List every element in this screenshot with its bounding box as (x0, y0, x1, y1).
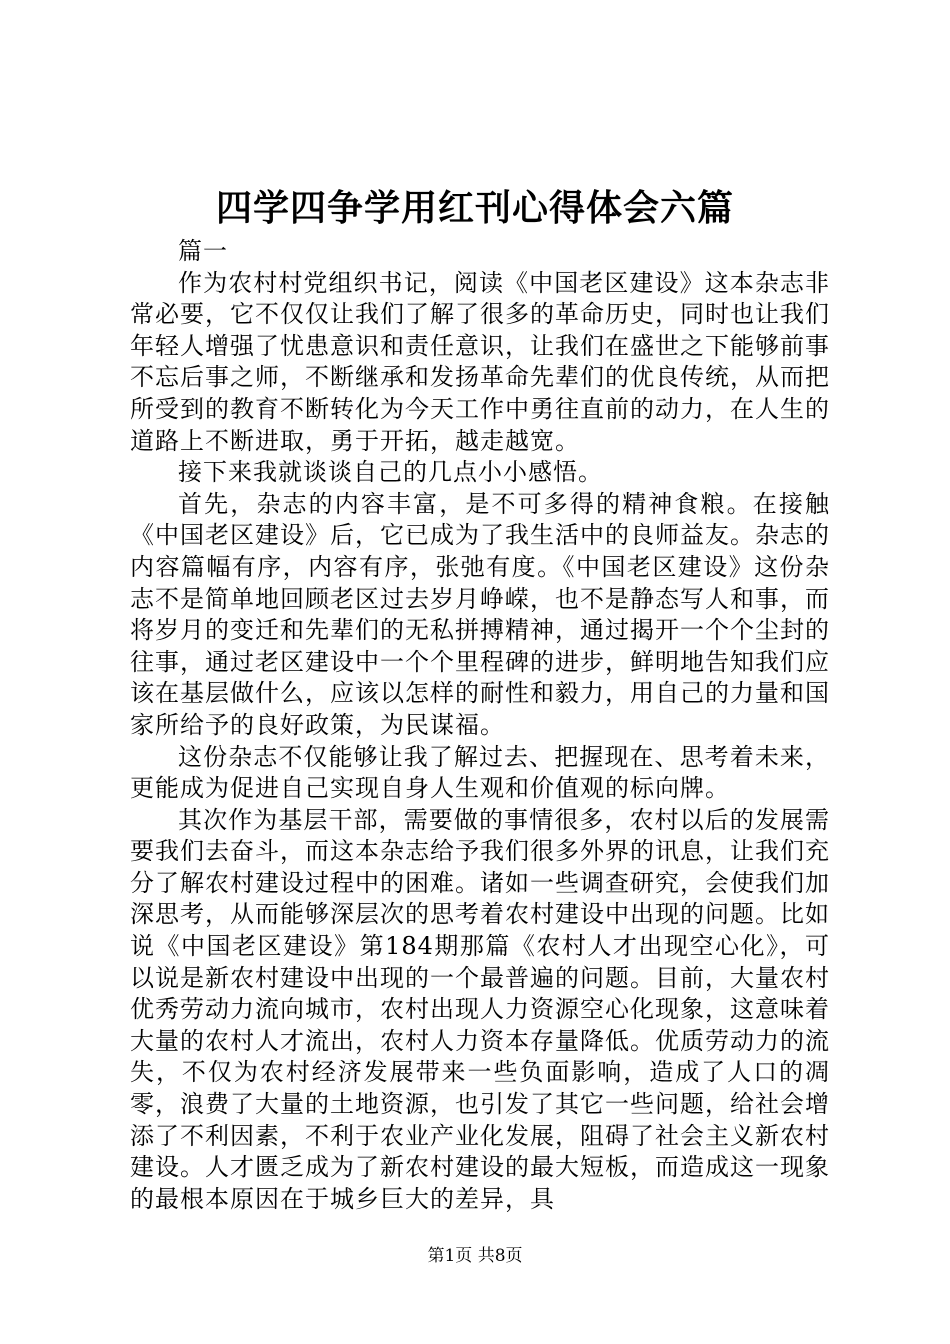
paragraph: 作为农村村党组织书记，阅读《中国老区建设》这本杂志非常必要，它不仅仅让我们了解了很多的革命历史，同时也让我们年轻人增强了忧患意识和责任意识，让我们在盛世之下能够前事不忘后事之师，不断继承和发扬革命先辈们的优良传统，从而把所受到的教育不断转化为今天工作中勇往直前的动力，在人生的道路上不断进取，勇于开拓，越走越宽。 (130, 268, 830, 455)
page-footer: 第1页 共8页 (427, 1246, 523, 1266)
section-heading: 篇一 (178, 237, 228, 265)
paragraph: 其次作为基层干部，需要做的事情很多，农村以后的发展需要我们去奋斗，而这本杂志给予我们很多外界的讯息，让我们充分了解农村建设过程中的困难。诸如一些调查研究，会使我们加深思考，从而能够深层次的思考着农村建设中出现的问题。比如说《中国老区建设》第184期那篇《农村人才出现空心化》，可以说是新农村建设中出现的一个最普遍的问题。目前，大量农村优秀劳动力流向城市，农村出现人力资源空心化现象，这意味着大量的农村人才流出，农村人力资本存量降低。优质劳动力的流失，不仅为农村经济发展带来一些负面影响，造成了人口的凋零，浪费了大量的土地资源，也引发了其它一些问题，给社会增添了不利因素，不利于农业产业化发展，阻碍了社会主义新农村建设。人才匮乏成为了新农村建设的最大短板，而造成这一现象的最根本原因在于城乡巨大的差异，具 (130, 805, 830, 1213)
document-body (130, 236, 830, 1215)
paragraph: 接下来我就谈谈自己的几点小小感悟。 (178, 458, 603, 487)
paragraph: 首先，杂志的内容丰富，是不可多得的精神食粮。在接触《中国老区建设》后，它已成为了我生活中的良师益友。杂志的内容篇幅有序，内容有序，张弛有度。《中国老区建设》这份杂志不是简单地回顾老区过去岁月峥嵘，也不是静态写人和事，而将岁月的变迁和先辈们的无私拼搏精神，通过揭开一个个尘封的往事，通过老区建设中一个个里程碑的进步，鲜明地告知我们应该在基层做什么，应该以怎样的耐性和毅力，用自己的力量和国家所给予的良好政策，为民谋福。 (130, 489, 830, 739)
document-title: 四学四争学用红刊心得体会六篇 (215, 187, 734, 229)
paragraph: 这份杂志不仅能够让我了解过去、把握现在、思考着未来，更能成为促进自己实现自身人生观和价值观的标向牌。 (130, 742, 830, 803)
